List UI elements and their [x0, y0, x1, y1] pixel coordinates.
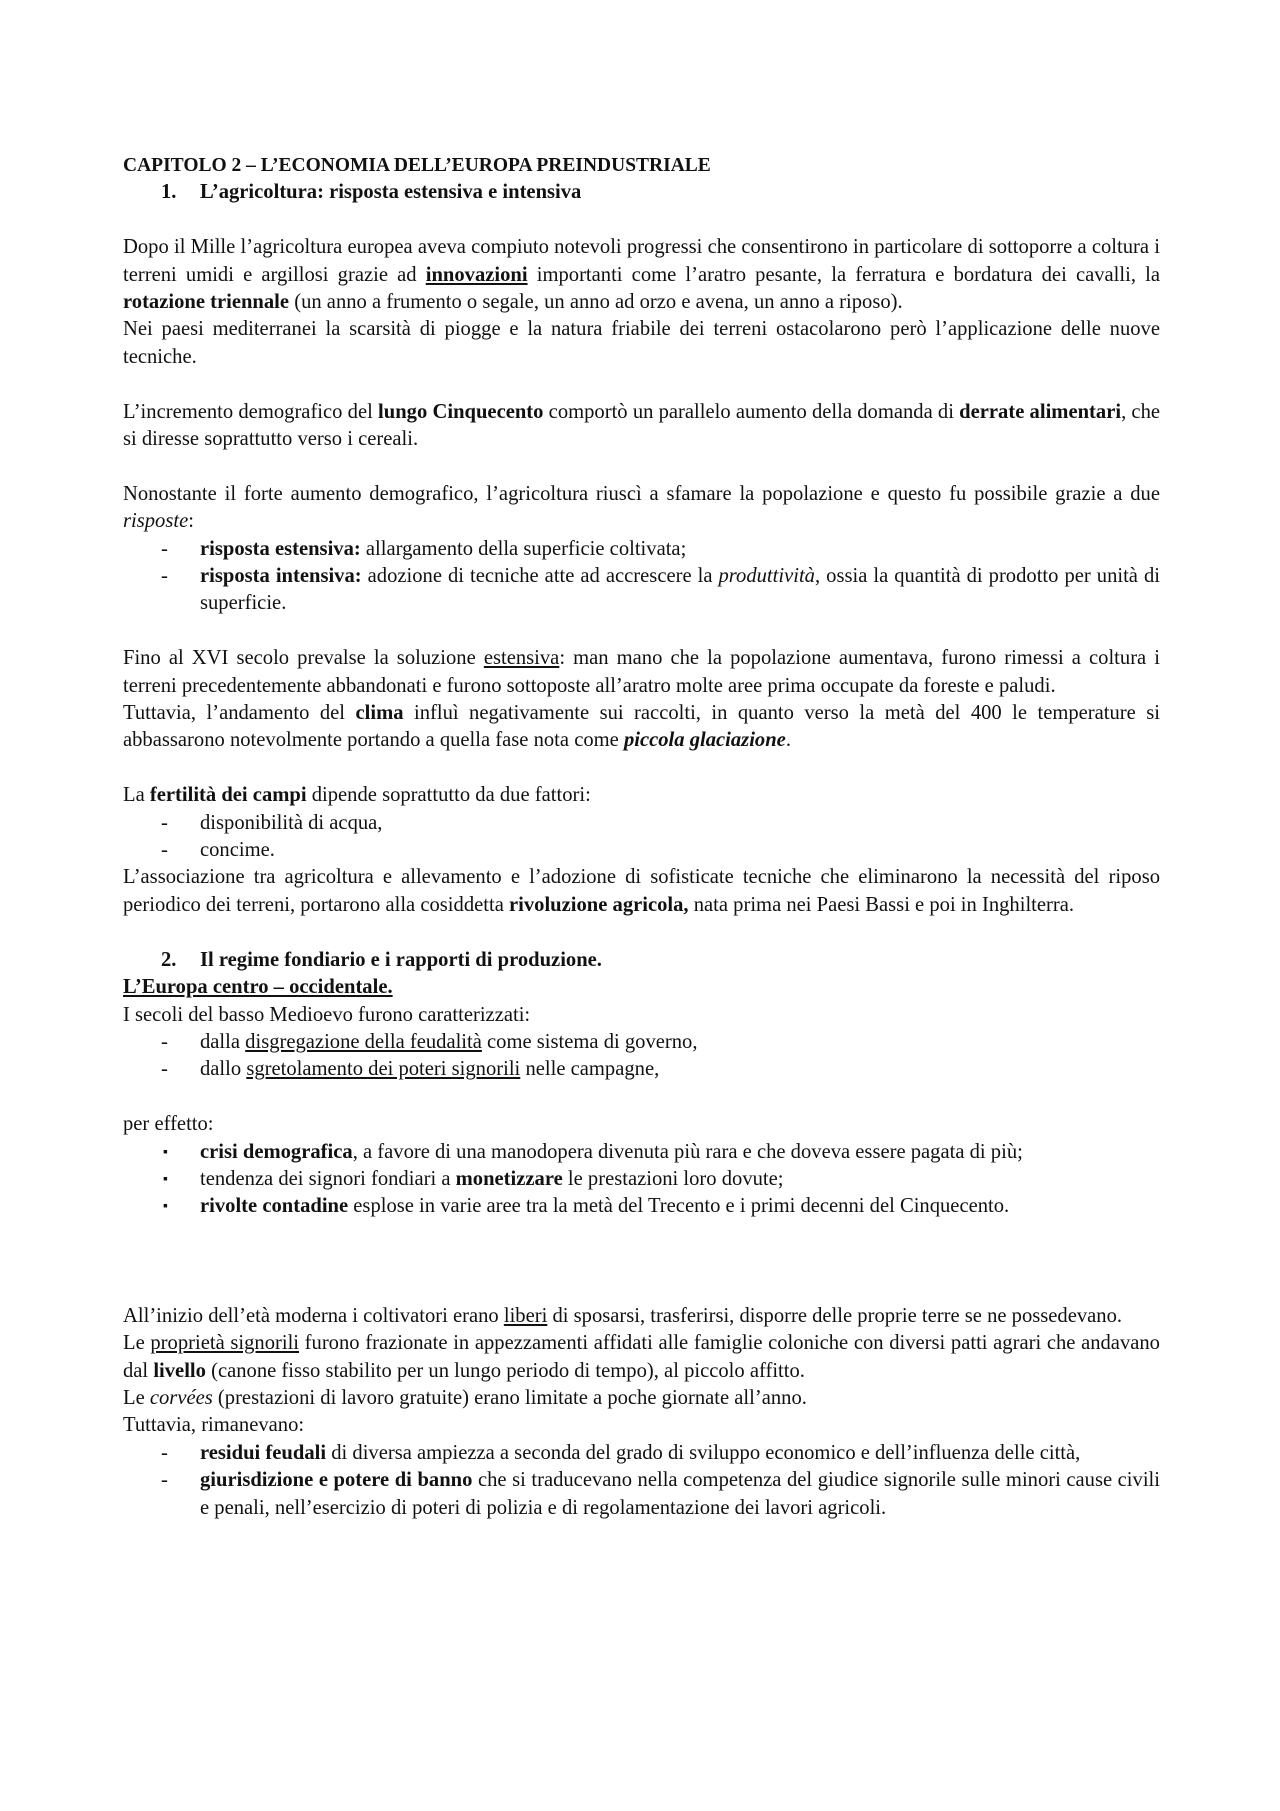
paragraph: La fertilità dei campi dipende soprattutto da due fattori: — [123, 784, 591, 807]
list-item: ▪ rivolte contadine esplose in varie aree tra la metà del Trecento e i primi decenni del Cinquecento. — [123, 1193, 1160, 1220]
list-item: - dalla disgregazione della feudalità come sistema di governo, — [161, 1030, 698, 1053]
list-item: - dallo sgretolamento dei poteri signorili nelle campagne, — [161, 1058, 660, 1081]
section-1-title: L’agricoltura: risposta estensiva e intensiva — [200, 181, 582, 204]
section-2-number: 2. — [161, 948, 177, 971]
paragraph: Le proprietà signorili furono frazionate in appezzamenti affidati alle famiglie coloniche con diversi patti agrari che andavano dal livello (canone fisso stabilito per un lungo periodo di tempo), al piccolo affitto. — [123, 1332, 1160, 1382]
paragraph: All’inizio dell’età moderna i coltivatori erano liberi di sposarsi, trasferirsi, disporre delle proprie terre se ne possedevano. — [123, 1304, 1123, 1327]
list-item: - risposta intensiva: adozione di tecniche atte ad accrescere la produttività, ossia la quantità di prodotto per unità di superficie. — [161, 565, 1160, 615]
list-item: - disponibilità di acqua, — [161, 811, 383, 834]
paragraph: Tuttavia, l’andamento del clima influì negativamente sui raccolti, in quanto verso la metà del 400 le temperature si abbassarono notevolmente portando a quella fase nota come piccola glaciazione. — [123, 702, 1160, 752]
list-item: - residui feudali di diversa ampiezza a seconda del grado di sviluppo economico e dell’influenza delle città, — [161, 1441, 1081, 1464]
square-bullet-icon: ▪ — [163, 1199, 168, 1215]
remaining-list — [123, 1440, 1160, 1522]
section-2-title: Il regime fondiario e i rapporti di produzione. — [200, 948, 602, 971]
characteristics-list — [123, 1029, 1160, 1084]
paragraph: Fino al XVI secolo prevalse la soluzione estensiva: man mano che la popolazione aumentava, furono rimessi a coltura i terreni precedentemente abbandonati e furono sottoposte all’aratro molte aree prima occupate da foreste e paludi. — [123, 647, 1160, 697]
square-bullet-icon: ▪ — [163, 1171, 168, 1187]
paragraph: L’associazione tra agricoltura e allevamento e l’adozione di sofisticate tecniche che eliminarono la necessità del riposo periodico dei terreni, portarono alla cosiddetta rivoluzione agricola, nata prima nei Paesi Bassi e poi in Inghilterra. — [123, 866, 1160, 916]
paragraph: Tuttavia, rimanevano: — [123, 1414, 305, 1437]
square-bullet-icon: ▪ — [163, 1144, 168, 1160]
list-item: ▪ crisi demografica, a favore di una manodopera divenuta più rara e che doveva essere pagata di più; — [123, 1139, 1160, 1166]
section-2-heading — [123, 947, 1160, 974]
chapter-title: CAPITOLO 2 – L’ECONOMIA DELL’EUROPA PREINDUSTRIALE — [123, 155, 711, 176]
list-item: - giurisdizione e potere di banno che si traducevano nella competenza del giudice signorile sulle minori cause civili e penali, nell’esercizio di poteri di polizia e di regolamentazione dei lavori agricoli. — [161, 1469, 1160, 1519]
effects-list — [123, 1139, 1160, 1221]
paragraph: per effetto: — [123, 1113, 214, 1136]
section-2-subtitle: L’Europa centro – occidentale. — [123, 976, 393, 999]
section-1-heading — [123, 179, 1160, 206]
paragraph: Nei paesi mediterranei la scarsità di piogge e la natura friabile dei terreni ostacolarono però l’applicazione delle nuove tecniche. — [123, 318, 1160, 368]
paragraph: L’incremento demografico del lungo Cinquecento comportò un parallelo aumento della domanda di derrate alimentari, che si diresse soprattutto verso i cereali. — [123, 400, 1161, 451]
factors-list — [123, 810, 1160, 865]
paragraph: Dopo il Mille l’agricoltura europea aveva compiuto notevoli progressi che consentirono in particolare di sottoporre a coltura i terreni umidi e argillosi grazie ad innovazioni importanti come l’aratro pesante, la ferratura e bordatura dei cavalli, la rotazione triennale (un anno a frumento o segale, un anno ad orzo e avena, un anno a riposo). — [123, 236, 1160, 314]
list-item: ▪ tendenza dei signori fondiari a monetizzare le prestazioni loro dovute; — [123, 1166, 1160, 1193]
list-item: - risposta estensiva: allargamento della superficie coltivata; — [161, 537, 687, 560]
responses-list — [123, 536, 1160, 618]
paragraph: I secoli del basso Medioevo furono caratterizzati: — [123, 1003, 531, 1026]
paragraph: Nonostante il forte aumento demografico, l’agricoltura riuscì a sfamare la popolazione e questo fu possibile grazie a due risposte: — [123, 482, 1160, 533]
list-item: - concime. — [161, 839, 275, 862]
paragraph: Le corvées (prestazioni di lavoro gratuite) erano limitate a poche giornate all’anno. — [123, 1386, 807, 1409]
section-1-number: 1. — [161, 181, 177, 204]
